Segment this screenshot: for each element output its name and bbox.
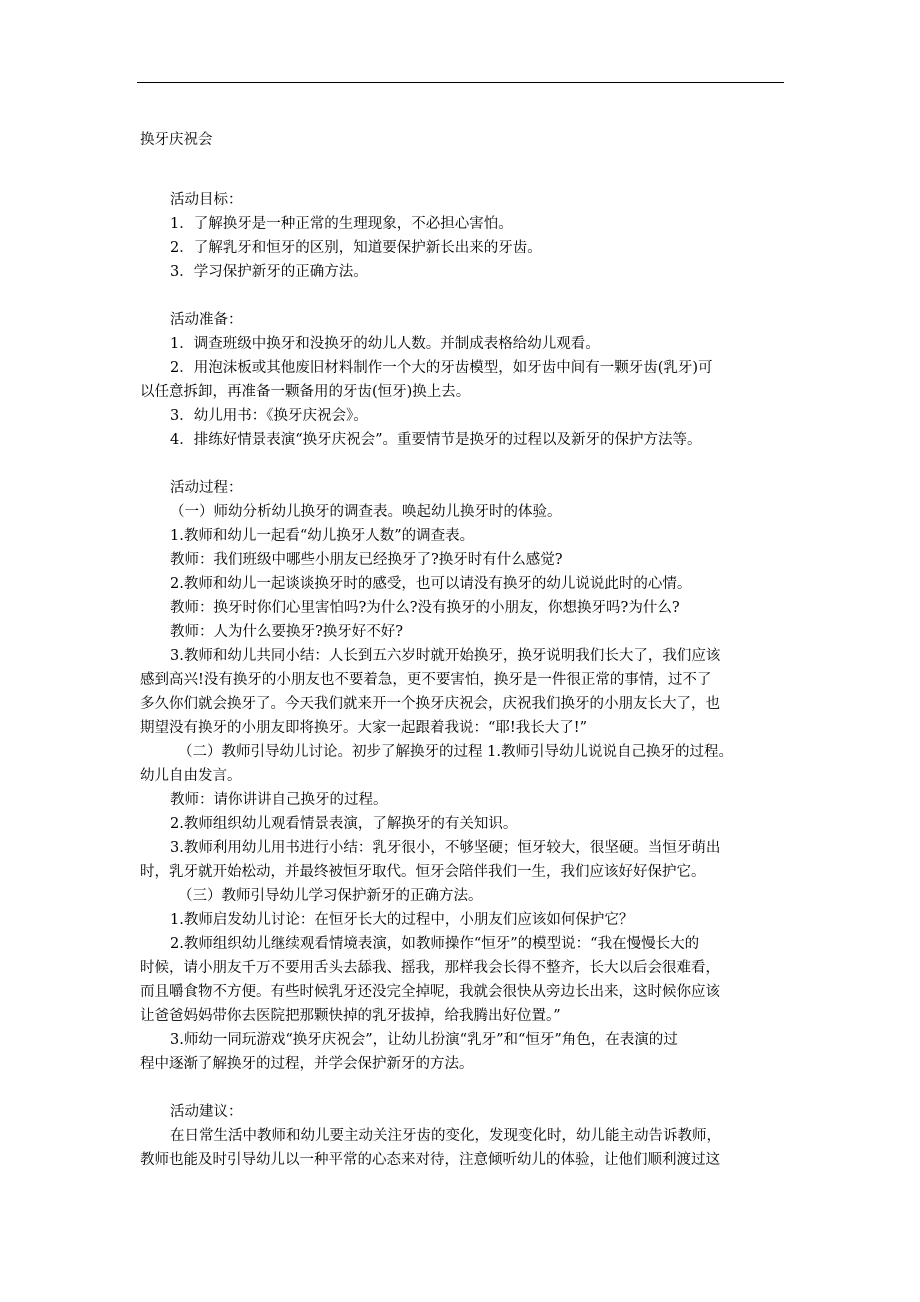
goal-item: 2．了解乳牙和恒牙的区别，知道要保护新长出来的牙齿。 <box>170 240 542 256</box>
section-prep <box>140 308 788 452</box>
process-line: 3.师幼一同玩游戏“换牙庆祝会”，让幼儿扮演“乳牙”和“恒牙”角色，在表演的过 <box>170 1032 678 1048</box>
process-line: 程中逐渐了解换牙的过程，并学会保护新牙的方法。 <box>140 1056 474 1072</box>
process-line: 3.教师利用幼儿用书进行小结：乳牙很小，不够坚硬；恒牙较大，很坚硬。当恒牙萌出 <box>170 840 721 856</box>
section-heading: 活动准备： <box>170 312 243 328</box>
process-line: 2.教师和幼儿一起谈谈换牙时的感受，也可以请没有换牙的幼儿说说此时的心情。 <box>170 576 692 592</box>
section-heading: 活动目标： <box>170 192 243 208</box>
goal-item: 1．了解换牙是一种正常的生理现象，不必担心害怕。 <box>170 216 513 232</box>
process-line: 时，乳牙就开始松动，并最终被恒牙取代。恒牙会陪伴我们一生，我们应该好好保护它。 <box>140 864 706 880</box>
process-line: 教师：换牙时你们心里害怕吗?为什么?没有换牙的小朋友，你想换牙吗?为什么? <box>170 600 680 616</box>
process-line: 2.教师组织幼儿继续观看情境表演，如教师操作“恒牙”的模型说：“我在慢慢长大的 <box>170 936 700 952</box>
process-line: 教师：请你讲讲自己换牙的过程。 <box>170 792 388 808</box>
section-process <box>140 476 788 1076</box>
goal-item: 3．学习保护新牙的正确方法。 <box>170 264 368 280</box>
suggest-line: 在日常生活中教师和幼儿要主动关注牙齿的变化，发现变化时，幼儿能主动告诉教师， <box>170 1128 721 1144</box>
header-rule <box>137 82 784 83</box>
process-line: （二）教师引导幼儿讨论。初步了解换牙的过程 1.教师引导幼儿说说自己换牙的过程。 <box>178 744 733 760</box>
doc-title: 换牙庆祝会 <box>140 132 213 148</box>
process-line: （一）师幼分析幼儿换牙的调查表。唤起幼儿换牙时的体验。 <box>170 504 562 520</box>
process-line: 幼儿自由发言。 <box>140 768 242 784</box>
process-line: 感到高兴!没有换牙的小朋友也不要着急，更不要害怕，换牙是一件很正常的事情，过不了 <box>140 672 712 688</box>
prep-line: 1．调查班级中换牙和没换牙的幼儿人数。并制成表格给幼儿观看。 <box>170 336 600 352</box>
prep-line: 以任意拆卸，再准备一颗备用的牙齿(恒牙)换上去。 <box>140 384 471 400</box>
section-heading: 活动过程： <box>170 480 243 496</box>
prep-line: 3．幼儿用书：《换牙庆祝会》。 <box>170 408 368 424</box>
suggest-line: 教师也能及时引导幼儿以一种平常的心态来对待，注意倾听幼儿的体验，让他们顺利渡过这 <box>140 1152 720 1168</box>
process-line: 3.教师和幼儿共同小结：人长到五六岁时就开始换牙，换牙说明我们长大了，我们应该 <box>170 648 721 664</box>
process-line: 1.教师和幼儿一起看“幼儿换牙人数”的调查表。 <box>170 528 475 544</box>
process-line: 多久你们就会换牙了。今天我们就来开一个换牙庆祝会，庆祝我们换牙的小朋友长大了，也 <box>140 696 720 712</box>
process-line: （三）教师引导幼儿学习保护新牙的正确方法。 <box>178 888 483 904</box>
section-suggest <box>140 1100 788 1172</box>
section-goals <box>140 188 788 284</box>
process-line: 期望没有换牙的小朋友即将换牙。大家一起跟着我说：“耶!我长大了!” <box>140 720 587 736</box>
process-line: 让爸爸妈妈带你去医院把那颗快掉的乳牙拔掉，给我腾出好位置。” <box>140 1008 561 1024</box>
process-line: 教师：我们班级中哪些小朋友已经换牙了?换牙时有什么感觉? <box>170 552 563 568</box>
prep-line: 2．用泡沫板或其他废旧材料制作一个大的牙齿模型，如牙齿中间有一颗牙齿(乳牙)可 <box>170 360 713 376</box>
process-line: 2.教师组织幼儿观看情景表演，了解换牙的有关知识。 <box>170 816 518 832</box>
process-line: 而且嚼食物不方便。有些时候乳牙还没完全掉呢，我就会很快从旁边长出来，这时候你应该 <box>140 984 720 1000</box>
process-line: 时候，请小朋友千万不要用舌头去舔我、摇我，那样我会长得不整齐，长大以后会很难看， <box>140 960 720 976</box>
process-line: 教师：人为什么要换牙?换牙好不好? <box>170 624 404 640</box>
prep-line: 4．排练好情景表演“换牙庆祝会”。重要情节是换牙的过程以及新牙的保护方法等。 <box>170 432 702 448</box>
process-line: 1.教师启发幼儿讨论：在恒牙长大的过程中，小朋友们应该如何保护它？ <box>170 912 634 928</box>
section-heading: 活动建议： <box>170 1104 243 1120</box>
